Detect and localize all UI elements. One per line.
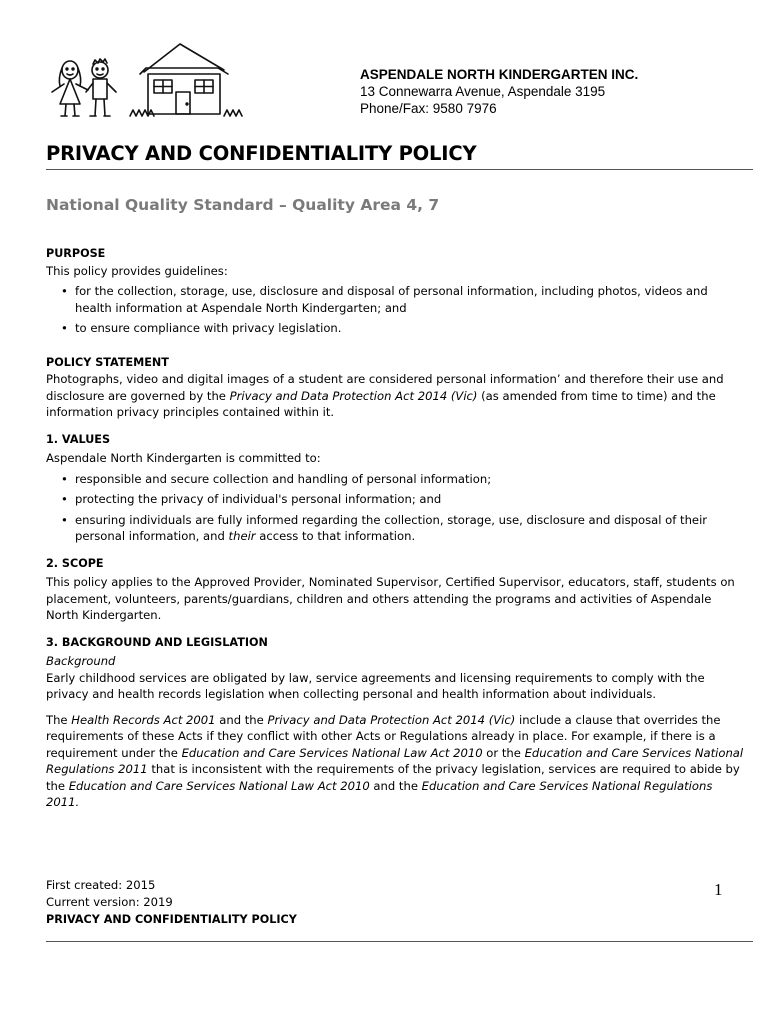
page-title: PRIVACY AND CONFIDENTIALITY POLICY — [46, 142, 477, 165]
background-heading: 3. BACKGROUND AND LEGISLATION — [46, 635, 268, 649]
footer-policy-name: PRIVACY AND CONFIDENTIALITY POLICY — [46, 913, 297, 926]
purpose-list — [46, 283, 746, 337]
list-item: • protecting the privacy of individual's personal information; and — [75, 491, 746, 508]
page-subtitle: National Quality Standard – Quality Area 4, 7 — [46, 196, 440, 214]
list-item: • responsible and secure collection and handling of personal information; — [75, 471, 746, 488]
policy-statement-text: Photographs, video and digital images of a student are considered personal information’ and therefore their use and disclosure are governed by the Privacy and Data Protection Act 2014 (Vic) (as amended from time to time) and the information privacy principles contained within it. — [46, 372, 724, 419]
page-number: 1 — [714, 880, 723, 899]
scope-text: This policy applies to the Approved Provider, Nominated Supervisor, Certified Supervisor, educators, staff, students on placement, volunteers, parents/guardians, children and others attending the programs and activities of Aspendale North Kindergarten. — [46, 575, 735, 622]
values-list — [46, 471, 746, 545]
page-footer — [46, 877, 297, 928]
footer-divider — [46, 941, 753, 942]
background-subheading: Background — [46, 654, 116, 668]
scope-heading: 2. SCOPE — [46, 556, 104, 570]
values-heading: 1. VALUES — [46, 432, 110, 446]
policy-statement-heading: POLICY STATEMENT — [46, 355, 169, 369]
footer-created: First created: 2015 — [46, 878, 156, 892]
footer-version: Current version: 2019 — [46, 895, 173, 909]
organization-name: ASPENDALE NORTH KINDERGARTEN INC. — [360, 67, 639, 82]
purpose-intro: This policy provides guidelines: — [46, 263, 228, 278]
background-paragraph-2: The Health Records Act 2001 and the Privacy and Data Protection Act 2014 (Vic) include a clause that overrides the requirements of these Acts if they conflict with other Acts or Regulations already in place. For example, if there is a requirement under the Education and Care Services National Law Act 2010 or the Education and Care Services National Regulations 2011 that is inconsistent with the requirements of the privacy legislation, services are required to abide by the Education and Care Services National Law Act 2010 and the Education and Care Services National Regulations 2011. — [46, 712, 744, 809]
purpose-heading: PURPOSE — [46, 247, 106, 260]
organization-block — [360, 66, 638, 117]
title-divider — [46, 169, 753, 170]
background-paragraph-1: Early childhood services are obligated by law, service agreements and licensing requirements to comply with the privacy and health records legislation when collecting personal and health information about individuals. — [46, 670, 705, 701]
policy-body — [46, 246, 746, 811]
kindergarten-drawing-logo — [40, 40, 245, 122]
organization-phone: Phone/Fax: 9580 7976 — [360, 101, 497, 116]
list-item: • to ensure compliance with privacy legislation. — [75, 320, 746, 337]
list-item: • for the collection, storage, use, disclosure and disposal of personal information, including photos, videos and health information at Aspendale North Kindergarten; and — [75, 283, 746, 316]
organization-address: 13 Connewarra Avenue, Aspendale 3195 — [360, 84, 606, 99]
values-intro: Aspendale North Kindergarten is committed to: — [46, 451, 321, 465]
list-item: • ensuring individuals are fully informed regarding the collection, storage, use, disclosure and disposal of their personal information, and their access to that information. — [75, 512, 746, 545]
